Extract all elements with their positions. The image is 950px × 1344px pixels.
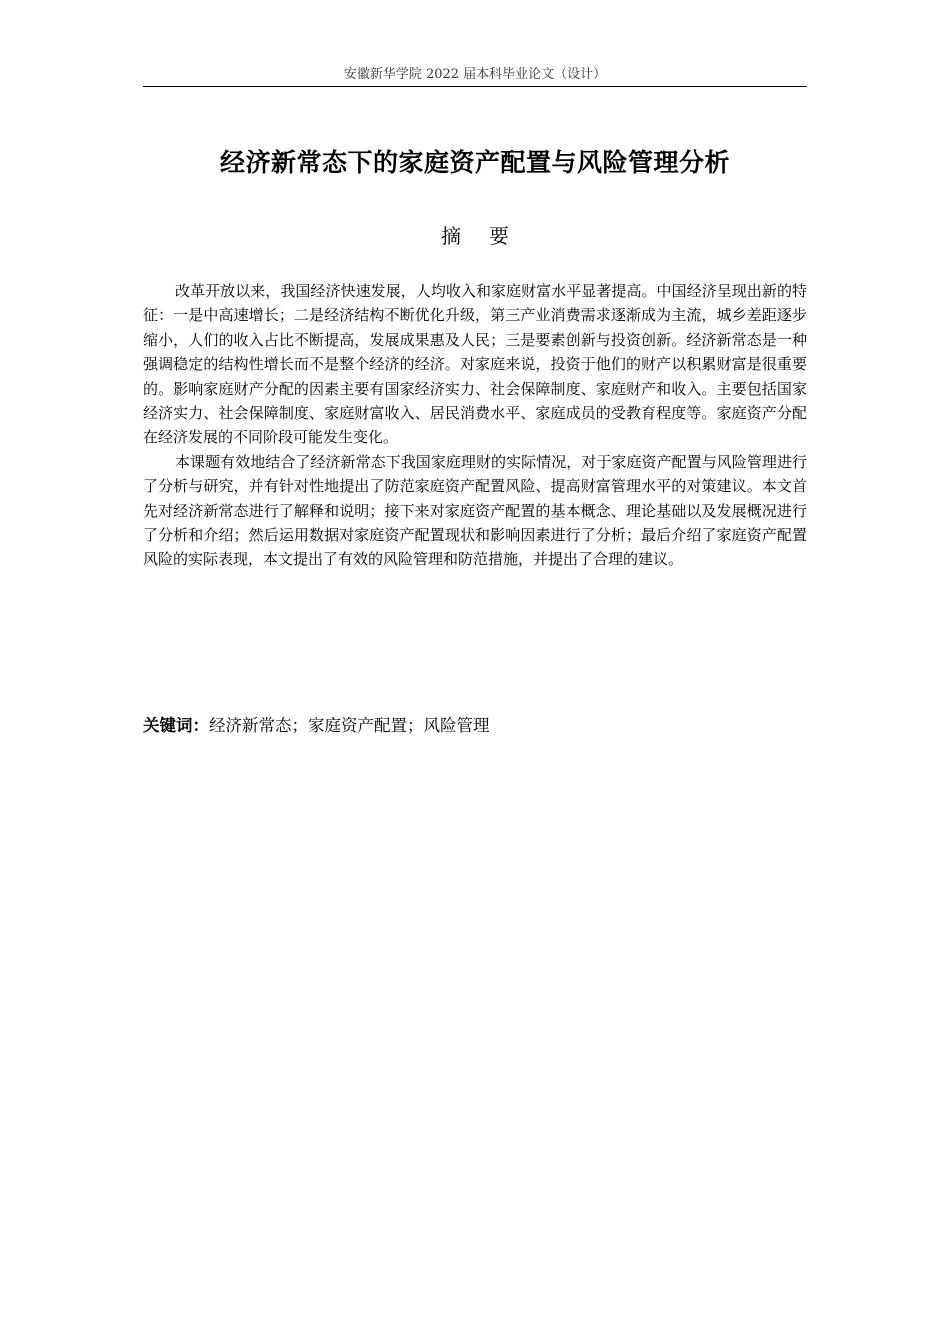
- running-header: 安徽新华学院 2022 届本科毕业论文（设计）: [343, 67, 607, 82]
- abstract-body: [143, 279, 807, 572]
- keywords-value: 经济新常态；家庭资产配置；风险管理: [209, 716, 490, 735]
- keywords-label: 关键词：: [143, 716, 209, 735]
- abstract-heading: 摘要: [441, 224, 537, 248]
- abstract-paragraph-1: 改革开放以来，我国经济快速发展，人均收入和家庭财富水平显著提高。中国经济呈现出新的特征：一是中高速增长；二是经济结构不断优化升级，第三产业消费需求逐渐成为主流，城乡差距逐步缩小，人们的收入占比不断提高，发展成果惠及人民；三是要素创新与投资创新。经济新常态是一种强调稳定的结构性增长而不是整个经济的经济。对家庭来说，投资于他们的财产以积累财富是很重要的。影响家庭财产分配的因素主要有国家经济实力、社会保障制度、家庭财产和收入。主要包括国家经济实力、社会保障制度、家庭财富收入、居民消费水平、家庭成员的受教育程度等。家庭资产分配在经济发展的不同阶段可能发生变化。: [143, 282, 807, 447]
- keywords-line: [143, 713, 807, 739]
- document-title: 经济新常态下的家庭资产配置与风险管理分析: [219, 148, 730, 177]
- abstract-paragraph-2: 本课题有效地结合了经济新常态下我国家庭理财的实际情况，对于家庭资产配置与风险管理进行了分析与研究，并有针对性地提出了防范家庭资产配置风险、提高财富管理水平的对策建议。本文首先对经济新常态进行了解释和说明；接下来对家庭资产配置的基本概念、理论基础以及发展概况进行了分析和介绍；然后运用数据对家庭资产配置现状和影响因素进行了分析；最后介绍了家庭资产配置风险的实际表现，本文提出了有效的风险管理和防范措施，并提出了合理的建议。: [143, 452, 807, 569]
- header-rule: [143, 86, 807, 87]
